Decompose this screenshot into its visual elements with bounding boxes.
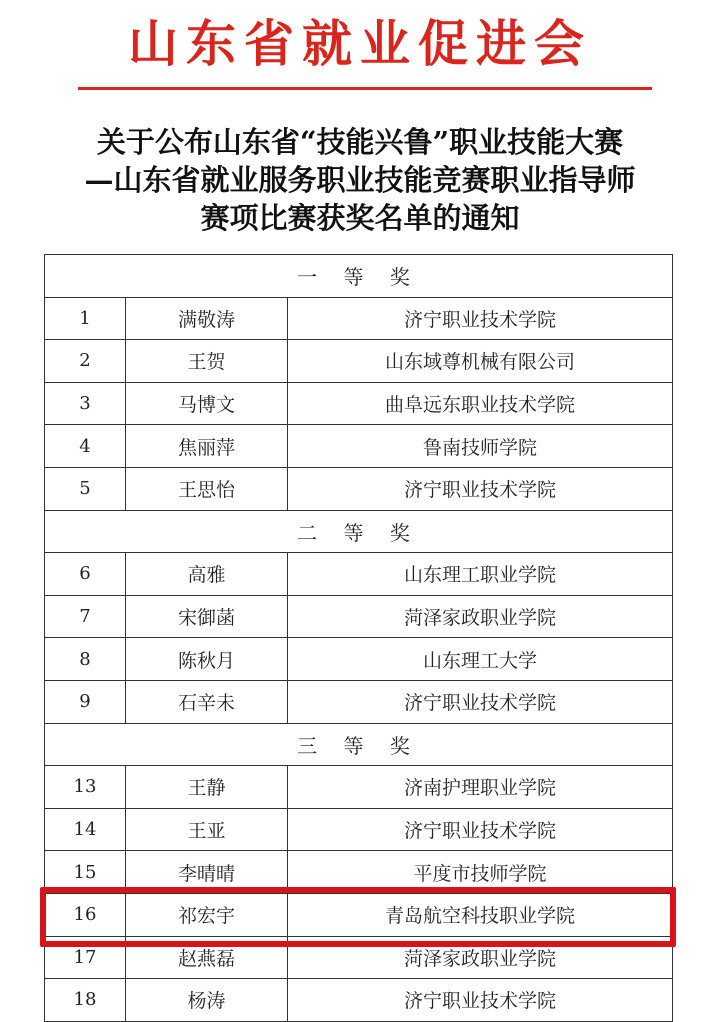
winner-organization: 山东域尊机械有限公司: [288, 340, 673, 383]
winner-organization: 山东理工大学: [288, 638, 673, 681]
winner-name: 马博文: [126, 382, 288, 425]
table-row: [45, 340, 673, 383]
winner-name: 高雅: [126, 553, 288, 596]
table-row-highlighted: [45, 893, 673, 936]
table-row: [45, 553, 673, 596]
row-number: 8: [45, 638, 126, 681]
winner-name: 杨涛: [126, 979, 288, 1022]
winner-organization: 菏泽家政职业学院: [288, 595, 673, 638]
table-row: [45, 979, 673, 1022]
winner-organization: 济宁职业技术学院: [288, 808, 673, 851]
section-heading-first-prize: 一 等 奖: [45, 255, 673, 298]
section-heading-row: [45, 510, 673, 553]
table-row: [45, 297, 673, 340]
winner-name: 王思怡: [126, 467, 288, 510]
row-number: 2: [45, 340, 126, 383]
notice-title-line-1: 关于公布山东省“技能兴鲁”职业技能大赛: [96, 125, 624, 159]
table-row: [45, 595, 673, 638]
row-number: 15: [45, 851, 126, 894]
row-number: 5: [45, 467, 126, 510]
winner-organization: 平度市技师学院: [288, 851, 673, 894]
table-row: [45, 638, 673, 681]
org-title: 山东省就业促进会: [128, 14, 592, 73]
winner-name: 祁宏宇: [126, 893, 288, 936]
table-row: [45, 382, 673, 425]
table-row: [45, 680, 673, 723]
row-number: 1: [45, 297, 126, 340]
section-heading-third-prize: 三 等 奖: [45, 723, 673, 766]
notice-title-line-3: 赛项比赛获奖名单的通知: [200, 201, 520, 235]
winner-organization: 鲁南技师学院: [288, 425, 673, 468]
winner-name: 焦丽萍: [126, 425, 288, 468]
notice-title: [0, 123, 720, 237]
table-row: [45, 425, 673, 468]
winner-name: 王静: [126, 766, 288, 809]
row-number: 3: [45, 382, 126, 425]
section-heading-row: [45, 723, 673, 766]
winner-organization: 青岛航空科技职业学院: [288, 893, 673, 936]
winner-organization: 山东理工职业学院: [288, 553, 673, 596]
winner-name: 王贺: [126, 340, 288, 383]
row-number: 18: [45, 979, 126, 1022]
red-divider: [78, 87, 652, 90]
table-row: [45, 851, 673, 894]
winner-organization: 济宁职业技术学院: [288, 467, 673, 510]
row-number: 16: [45, 893, 126, 936]
winner-organization: 曲阜远东职业技术学院: [288, 382, 673, 425]
winner-name: 石辛未: [126, 680, 288, 723]
table-row: [45, 766, 673, 809]
winner-name: 宋御菡: [126, 595, 288, 638]
table-row: [45, 808, 673, 851]
winner-name: 李晴晴: [126, 851, 288, 894]
row-number: 17: [45, 936, 126, 979]
row-number: 13: [45, 766, 126, 809]
table-row: [45, 936, 673, 979]
notice-title-line-2: —山东省就业服务职业技能竞赛职业指导师: [84, 163, 636, 197]
row-number: 14: [45, 808, 126, 851]
winner-organization: 济宁职业技术学院: [288, 979, 673, 1022]
section-heading-row: [45, 255, 673, 298]
row-number: 4: [45, 425, 126, 468]
winner-organization: 济南护理职业学院: [288, 766, 673, 809]
winner-name: 满敬涛: [126, 297, 288, 340]
winner-name: 陈秋月: [126, 638, 288, 681]
winner-name: 王亚: [126, 808, 288, 851]
table-row: [45, 467, 673, 510]
winner-name: 赵燕磊: [126, 936, 288, 979]
row-number: 6: [45, 553, 126, 596]
row-number: 9: [45, 680, 126, 723]
award-table: [44, 254, 673, 1022]
row-number: 7: [45, 595, 126, 638]
winner-organization: 菏泽家政职业学院: [288, 936, 673, 979]
winner-organization: 济宁职业技术学院: [288, 297, 673, 340]
winner-organization: 济宁职业技术学院: [288, 680, 673, 723]
section-heading-second-prize: 二 等 奖: [45, 510, 673, 553]
